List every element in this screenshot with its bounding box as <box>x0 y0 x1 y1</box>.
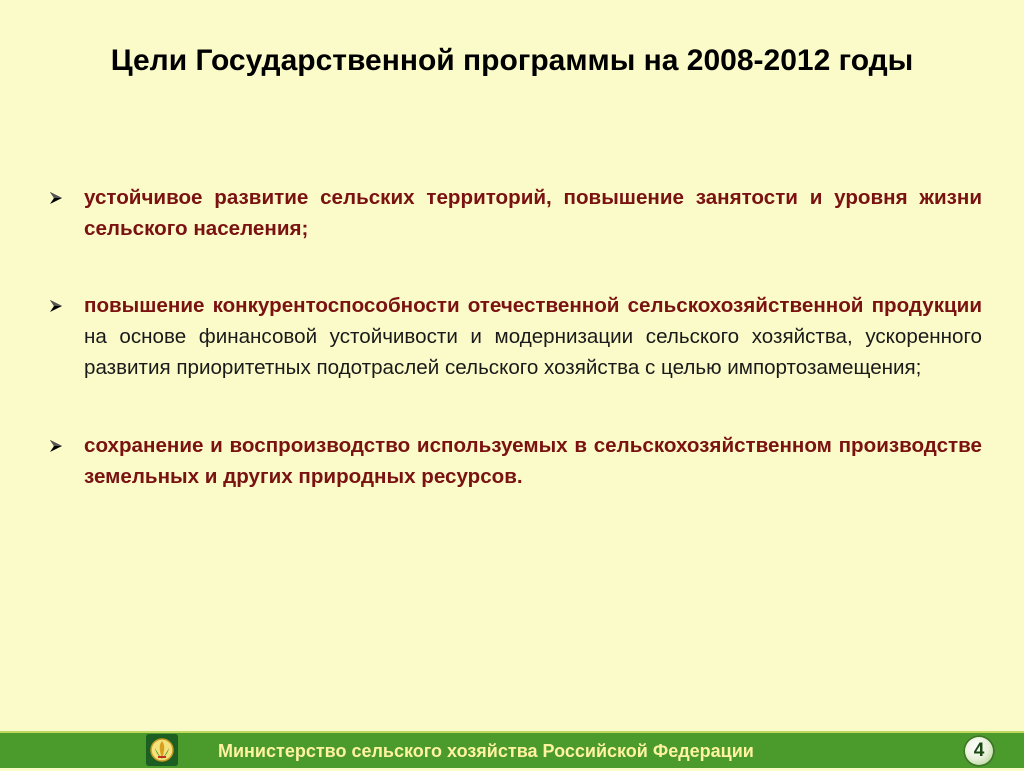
list-item <box>46 290 982 383</box>
page-number-badge: 4 <box>963 735 995 767</box>
footer-organization-name: Министерство сельского хозяйства Российской Федерации <box>218 741 754 761</box>
goal-emphasis-text: сохранение и воспроизводство используемых в сельскохозяйственном производстве земельных и других природных ресурсов. <box>84 434 982 488</box>
slide-title: Цели Государственной программы на 2008-2012 годы <box>110 44 914 77</box>
goal-detail-text: на основе финансовой устойчивости и модернизации сельского хозяйства, ускоренного развития приоритетных подотраслей сельского хозяйства с целью импортозамещения; <box>84 325 982 379</box>
goals-list <box>46 182 982 492</box>
arrowhead-bullet-icon <box>49 439 63 453</box>
goal-emphasis-text: повышение конкурентоспособности отечественной сельскохозяйственной продукции <box>84 294 982 317</box>
footer-bar <box>0 731 1024 768</box>
goal-emphasis-text: устойчивое развитие сельских территорий, повышение занятости и уровня жизни сельского населения; <box>84 186 982 240</box>
list-item <box>46 182 982 244</box>
ministry-emblem-icon <box>146 734 178 766</box>
arrowhead-bullet-icon <box>49 191 63 205</box>
arrowhead-bullet-icon <box>49 299 63 313</box>
list-item <box>46 430 982 492</box>
